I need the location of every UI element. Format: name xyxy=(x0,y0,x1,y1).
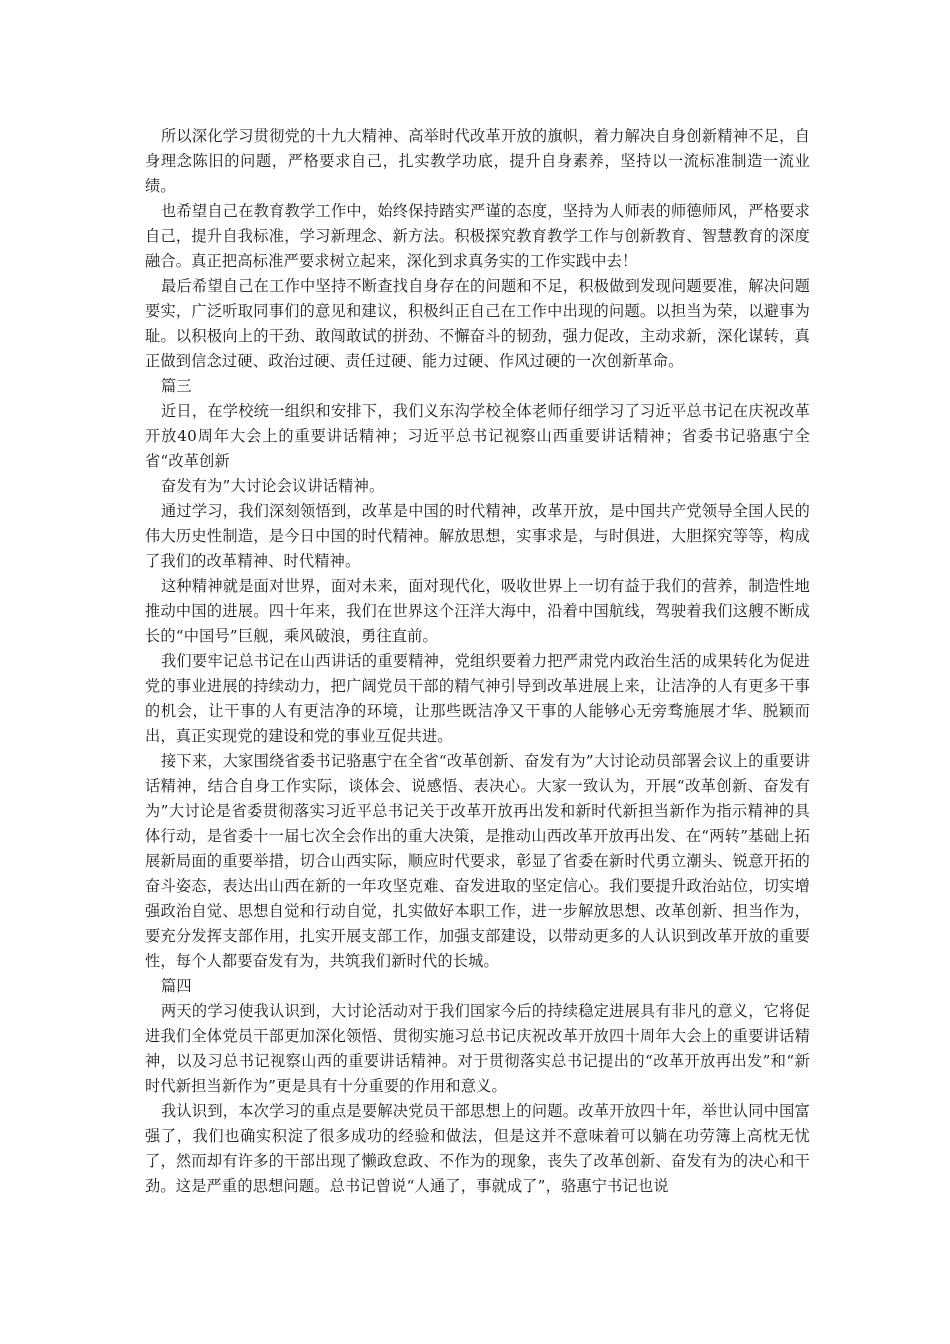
paragraph: 两天的学习使我认识到，大讨论活动对于我们国家今后的持续稳定进展具有非凡的意义，它将促进我们全体党员干部更加深化领悟、贯彻实施习总书记庆祝改革开放四十周年大会上的重要讲话精神，以及习总书记视察山西的重要讲话精神。对于贯彻落实总书记提出的“改革开放再出发”和“新时代新担当新作为”更是具有十分重要的作用和意义。 xyxy=(145,1002,810,1095)
paragraph: 所以深化学习贯彻党的十九大精神、高举时代改革开放的旗帜，着力解决自身创新精神不足，自身理念陈旧的问题，严格要求自己，扎实教学功底，提升自身素养，坚持以一流标准制造一流业绩。 xyxy=(145,127,810,195)
paragraph: 这种精神就是面对世界，面对未来，面对现代化，吸收世界上一切有益于我们的营养，制造性地推动中国的进展。四十年来，我们在世界这个汪洋大海中，沿着中国航线，驾驶着我们这艘不断成长的“中国号”巨舰，乘风破浪，勇往直前。 xyxy=(145,577,810,645)
paragraph: 我们要牢记总书记在山西讲话的重要精神，党组织要着力把严肃党内政治生活的成果转化为促进党的事业进展的持续动力，把广阔党员干部的精气神引导到改革进展上来，让洁净的人有更多干事的机会，让干事的人有更洁净的环境，让那些既洁净又干事的人能够心无旁骛施展才华、脱颖而出，真正实现党的建设和党的事业互促共进。 xyxy=(145,652,810,745)
paragraph: 通过学习，我们深刻领悟到，改革是中国的时代精神，改革开放，是中国共产党领导全国人民的伟大历史性制造，是今日中国的时代精神。解放思想，实事求是，与时俱进，大胆探究等等，构成了我们的改革精神、时代精神。 xyxy=(145,502,810,570)
paragraph: 我认识到，本次学习的重点是要解决党员干部思想上的问题。改革开放四十年，举世认同中国富强了，我们也确实积淀了很多成功的经验和做法，但是这并不意味着可以躺在功劳簿上高枕无忧了，然而却有许多的干部出现了懒政怠政、不作为的现象，丧失了改革创新、奋发有为的决心和干劲。这是严重的思想问题。总书记曾说“人通了，事就成了”，骆惠宁书记也说 xyxy=(145,1102,810,1195)
section-heading-4: 篇四 xyxy=(160,977,192,995)
paragraph: 接下来，大家围绕省委书记骆惠宁在全省“改革创新、奋发有为”大讨论动员部署会议上的重要讲话精神，结合自身工作实际，谈体会、说感悟、表决心。大家一致认为，开展“改革创新、奋发有为”大讨论是省委贯彻落实习近平总书记关于改革开放再出发和新时代新担当新作为指示精神的具体行动，是省委十一届七次全会作出的重大决策，是推动山西改革开放再出发、在“两转”基础上拓展新局面的重要举措，切合山西实际，顺应时代要求，彰显了省委在新时代勇立潮头、锐意开拓的奋斗姿态，表达出山西在新的一年攻坚克难、奋发进取的坚定信心。我们要提升政治站位，切实增强政治自觉、思想自觉和行动自觉，扎实做好本职工作，进一步解放思想、改革创新、担当作为，要充分发挥支部作用，扎实开展支部工作，加强支部建设，以带动更多的人认识到改革开放的重要性，每个人都要奋发有为，共筑我们新时代的长城。 xyxy=(145,752,810,970)
paragraph: 近日，在学校统一组织和安排下，我们义东沟学校全体老师仔细学习了习近平总书记在庆祝改革开放40周年大会上的重要讲话精神；习近平总书记视察山西重要讲话精神；省委书记骆惠宁全省“改革创新 xyxy=(145,402,810,470)
paragraph-continuation: 奋发有为”大讨论会议讲话精神。 xyxy=(160,477,385,495)
paragraph: 也希望自己在教育教学工作中，始终保持踏实严谨的态度，坚持为人师表的师德师风，严格要求自己，提升自我标准，学习新理念、新方法。积极探究教育教学工作与创新教育、智慧教育的深度融合。真正把高标准严要求树立起来，深化到求真务实的工作实践中去！ xyxy=(145,202,810,270)
paragraph: 最后希望自己在工作中坚持不断查找自身存在的问题和不足，积极做到发现问题要准，解决问题要实，广泛听取同事们的意见和建议，积极纠正自己在工作中出现的问题。以担当为荣，以避事为耻。以积极向上的干劲、敢闯敢试的拼劲、不懈奋斗的韧劲，强力促改，主动求新，深化谋转，真正做到信念过硬、政治过硬、责任过硬、能力过硬、作风过硬的一次创新革命。 xyxy=(145,277,810,370)
section-heading-3: 篇三 xyxy=(160,377,192,395)
document-page xyxy=(145,124,810,1199)
